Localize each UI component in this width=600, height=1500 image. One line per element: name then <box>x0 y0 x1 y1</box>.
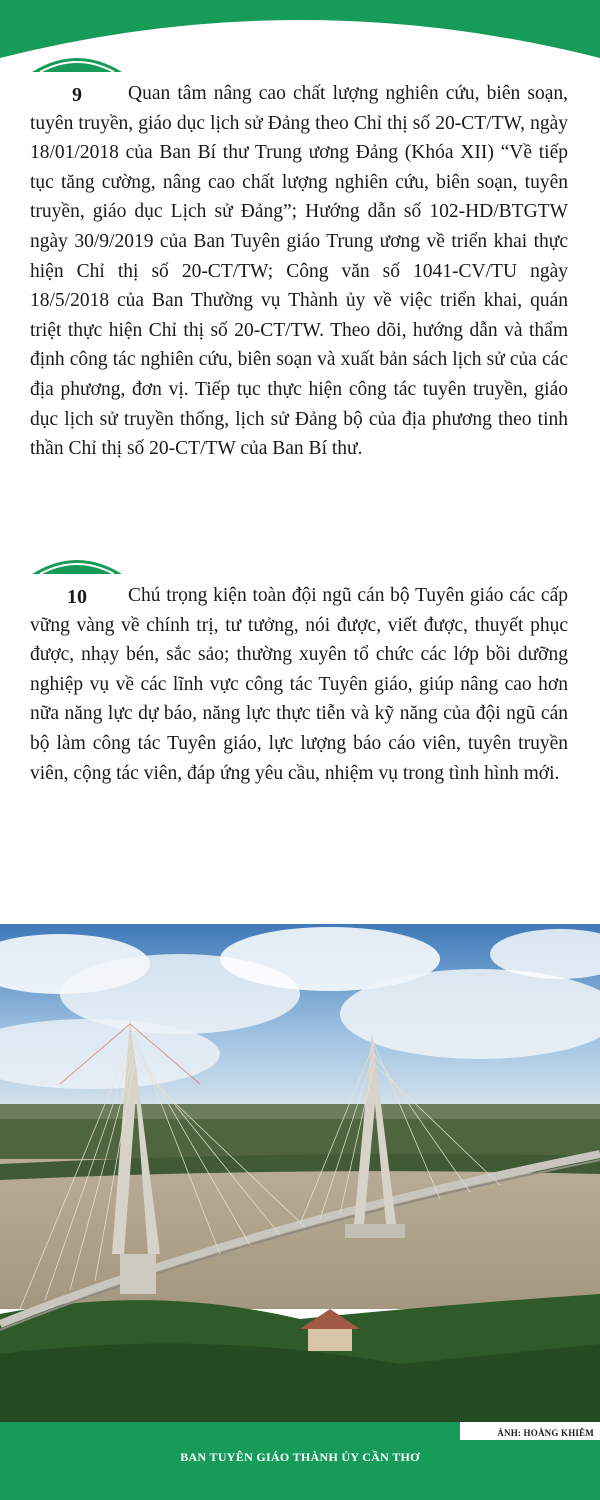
bridge-photo <box>0 924 600 1422</box>
footer-title: BAN TUYÊN GIÁO THÀNH ỦY CẦN THƠ <box>180 1450 420 1464</box>
item-number: 9 <box>72 84 82 106</box>
item-number: 10 <box>67 586 87 608</box>
item-number-badge <box>30 560 124 610</box>
item-text: Quan tâm nâng cao chất lượng nghiên cứu, biên soạn, tuyên truyền, giáo dục lịch sử Đảng theo Chỉ thị số 20-CT/TW, ngày 18/01/2018 của Ban Bí thư Trung ương Đảng (Khóa XII) “Về tiếp tục tăng cường, nâng cao chất lượng nghiên cứu, biên soạn, tuyên truyền, giáo dục Lịch sử Đảng”; Hướng dẫn số 102-HD/BTGTW ngày 30/9/2019 của Ban Tuyên giáo Trung ương về triển khai thực hiện Chỉ thị số 20-CT/TW; Công văn số 1041-CV/TU ngày 18/5/2018 của Ban Thường vụ Thành ủy về việc triển khai, quán triệt thực hiện Chỉ thị số 20-CT/TW. Theo dõi, hướng dẫn và thẩm định công tác nghiên cứu, biên soạn và xuất bản sách lịch sử của các địa phương, đơn vị. Tiếp tục thực hiện công tác tuyên truyền, giáo dục lịch sử truyền thống, lịch sử Đảng bộ của địa phương theo tinh thần Chỉ thị số 20-CT/TW của Ban Bí thư. <box>30 83 568 460</box>
item-text: Chú trọng kiện toàn đội ngũ cán bộ Tuyên giáo các cấp vững vàng về chính trị, tư tưởng, nói được, viết được, thuyết phục được, nhạy bén, sắc sảo; thường xuyên tổ chức các lớp bồi dưỡng nghiệp vụ về các lĩnh vực công tác Tuyên giáo, giúp nâng cao hơn nữa năng lực dự báo, năng lực thực tiễn và kỹ năng của đội ngũ cán bộ làm công tác Tuyên giáo, lực lượng báo cáo viên, tuyên truyền viên, cộng tác viên, đáp ứng yêu cầu, nhiệm vụ trong tình hình mới. <box>30 585 568 784</box>
item-10 <box>30 581 568 788</box>
photo-credit: ẢNH: HOÀNG KHIÊM <box>497 1428 594 1438</box>
item-number-badge <box>30 58 124 108</box>
item-9 <box>30 79 568 464</box>
